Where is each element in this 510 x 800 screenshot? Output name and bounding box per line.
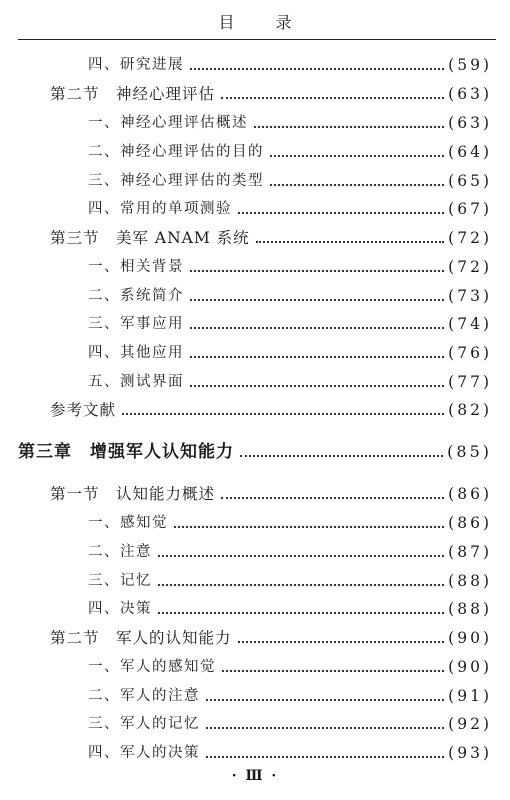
toc-entry-title: 二、军人的注意 — [88, 688, 200, 704]
toc-entry-title: 第二节 军人的认知能力 — [50, 629, 232, 647]
toc-leader-dots — [222, 660, 444, 672]
toc-leader-dots — [158, 545, 444, 557]
toc-entry-page: (87) — [448, 543, 492, 561]
toc-leader-dots — [270, 174, 444, 186]
toc-leader-dots — [190, 289, 444, 301]
toc-entry-title: 五、测试界面 — [88, 374, 184, 390]
toc-entry-title: 一、军人的感知觉 — [88, 659, 216, 675]
toc-entry-page: (77) — [448, 373, 492, 391]
toc-subsection-entry — [88, 169, 492, 191]
toc-entry-page: (92) — [448, 715, 492, 733]
toc-section-entry — [50, 482, 492, 504]
toc-entry-page: (88) — [448, 572, 492, 590]
toc-entry-page: (64) — [448, 143, 492, 161]
toc-leader-dots — [254, 116, 444, 128]
toc-entry-title: 四、军人的决策 — [88, 745, 200, 761]
toc-entry-title: 第三章 增强军人认知能力 — [18, 442, 234, 462]
toc-entry-title: 第一节 认知能力概述 — [50, 485, 216, 503]
toc-leader-dots — [206, 717, 444, 729]
toc-entry-page: (65) — [448, 172, 492, 190]
toc-entry-page: (59) — [448, 56, 492, 74]
toc-entry-page: (91) — [448, 687, 492, 705]
toc-leader-dots — [158, 602, 444, 614]
toc-entry-page: (88) — [448, 600, 492, 618]
toc-leader-dots — [206, 746, 444, 758]
toc-subsection-entry — [88, 53, 492, 75]
toc-leader-dots — [190, 317, 444, 329]
toc-entry-page: (67) — [448, 200, 492, 218]
toc-section-entry — [50, 82, 492, 104]
toc-entry-page: (90) — [448, 629, 492, 647]
toc-subsection-entry — [88, 540, 492, 562]
toc-entry-title: 四、常用的单项测验 — [88, 201, 232, 217]
toc-subsection-entry — [88, 741, 492, 763]
toc-entry-title: 二、注意 — [88, 544, 152, 560]
toc-leader-dots — [256, 231, 444, 243]
toc-subsection-entry — [88, 684, 492, 706]
toc-entry-title: 二、系统简介 — [88, 288, 184, 304]
toc-leader-dots — [190, 58, 444, 70]
toc-entry-title: 一、感知觉 — [88, 515, 168, 531]
toc-subsection-entry — [88, 197, 492, 219]
toc-entry-page: (73) — [448, 287, 492, 305]
toc-subsection-entry — [88, 312, 492, 334]
toc-entry-page: (72) — [448, 229, 492, 247]
toc-entry-title: 四、研究进展 — [88, 57, 184, 73]
toc-leader-dots — [270, 145, 444, 157]
toc-subsection-entry — [88, 255, 492, 277]
toc-subsection-entry — [88, 511, 492, 533]
toc-entry-title: 三、神经心理评估的类型 — [88, 173, 264, 189]
toc-subsection-entry — [88, 370, 492, 392]
toc-entry-title: 三、军人的记忆 — [88, 716, 200, 732]
toc-subsection-entry — [88, 140, 492, 162]
toc-entry-title: 参考文献 — [50, 401, 117, 419]
toc-leader-dots — [221, 87, 444, 99]
toc-entry-page: (82) — [448, 401, 492, 419]
toc-leader-dots — [238, 631, 445, 643]
toc-chapter-entry — [18, 440, 492, 462]
toc-subsection-entry — [88, 341, 492, 363]
toc-entry-title: 第三节 美军 ANAM 系统 — [50, 229, 250, 247]
toc-section-entry — [50, 626, 492, 648]
toc-entry-title: 三、军事应用 — [88, 316, 184, 332]
toc-section-entry — [50, 398, 492, 420]
toc-leader-dots — [206, 689, 444, 701]
toc-entry-title: 三、记忆 — [88, 573, 152, 589]
toc-subsection-entry — [88, 284, 492, 306]
toc-leader-dots — [158, 574, 444, 586]
toc-leader-dots — [240, 445, 443, 457]
toc-entry-title: 第二节 神经心理评估 — [50, 85, 216, 103]
toc-entry-page: (93) — [448, 744, 492, 762]
toc-entry-page: (63) — [448, 85, 492, 103]
toc-leader-dots — [190, 375, 444, 387]
toc-leader-dots — [190, 346, 444, 358]
toc-leader-dots — [190, 260, 444, 272]
toc-entry-page: (85) — [447, 442, 492, 461]
toc-entry-page: (86) — [448, 485, 492, 503]
toc-entry-title: 二、神经心理评估的目的 — [88, 144, 264, 160]
toc-leader-dots — [221, 487, 444, 499]
toc-entry-page: (86) — [448, 514, 492, 532]
toc-subsection-entry — [88, 597, 492, 619]
toc-subsection-entry — [88, 712, 492, 734]
toc-subsection-entry — [88, 569, 492, 591]
page-header-title: 目 录 — [218, 13, 310, 32]
toc-leader-dots — [174, 516, 444, 528]
page-number: · Ⅲ · — [231, 768, 279, 784]
toc-entry-page: (74) — [448, 315, 492, 333]
toc-entry-page: (63) — [448, 114, 492, 132]
toc-entry-title: 四、其他应用 — [88, 345, 184, 361]
toc-leader-dots — [122, 403, 444, 415]
toc-section-entry — [50, 226, 492, 248]
toc-entry-title: 一、相关背景 — [88, 259, 184, 275]
toc-entry-page: (76) — [448, 344, 492, 362]
toc-subsection-entry — [88, 655, 492, 677]
toc-entry-title: 一、神经心理评估概述 — [88, 115, 248, 131]
toc-subsection-entry — [88, 111, 492, 133]
toc-entry-title: 四、决策 — [88, 601, 152, 617]
toc-entry-page: (72) — [448, 258, 492, 276]
toc-leader-dots — [238, 202, 444, 214]
toc-entry-page: (90) — [448, 658, 492, 676]
